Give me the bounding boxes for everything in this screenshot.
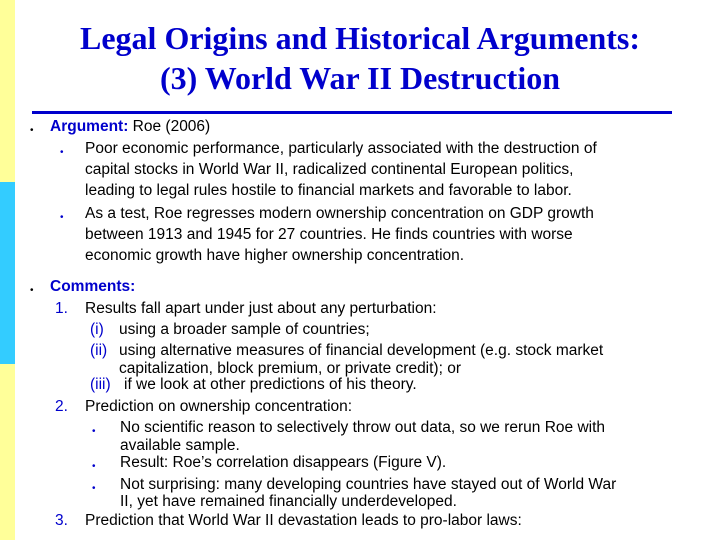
slide-title-line-1: Legal Origins and Historical Arguments:: [80, 20, 640, 56]
side-accent-bar-middle: [0, 182, 15, 364]
comment-3-text: Prediction that World War II devastation leads to pro-labor laws:: [85, 512, 522, 529]
comment-1-number: 1.: [55, 300, 68, 317]
argument-point-1-line-1: Poor economic performance, particularly associated with the destruction of: [85, 140, 597, 157]
comment-2-text: Prediction on ownership concentration:: [85, 398, 353, 415]
comment-3-number: 3.: [55, 512, 68, 529]
comment-2-sub-2-line-1: Result: Roe’s correlation disappears (Figure V).: [120, 454, 447, 471]
comment-1-sub-3-marker: (iii): [90, 376, 111, 393]
bullet-argument: •: [30, 125, 34, 136]
comment-2-sub-bullet-1: •: [92, 426, 96, 437]
comment-2-sub-bullet-2: •: [92, 461, 96, 472]
slide-title-line-2: (3) World War II Destruction: [159, 60, 560, 96]
argument-point-1-line-3: leading to legal rules hostile to financial markets and favorable to labor.: [85, 182, 572, 199]
comment-1-sub-2-line-1: using alternative measures of financial development (e.g. stock market: [119, 342, 604, 359]
argument-sub-bullet-1: •: [60, 147, 64, 158]
side-accent-bar-top: [0, 0, 15, 182]
comment-1-sub-2-marker: (ii): [90, 342, 108, 359]
comment-2-sub-1-line-1: No scientific reason to selectively throw out data, so we rerun Roe with: [120, 419, 606, 436]
comment-2-sub-3-line-1: Not surprising: many developing countries have stayed out of World War: [120, 476, 617, 493]
comment-1-text: Results fall apart under just about any perturbation:: [85, 300, 437, 317]
comment-1-sub-2-line-2: capitalization, block premium, or private credit); or: [119, 360, 461, 377]
argument-sub-bullet-2: •: [60, 212, 64, 223]
bullet-comments: •: [30, 285, 34, 296]
argument-point-2-line-2: between 1913 and 1945 for 27 countries. He finds countries with worse: [85, 226, 573, 243]
side-accent-bar-bottom: [0, 364, 15, 540]
argument-heading: Argument:: [50, 118, 129, 135]
comment-1-sub-1-line-1: using a broader sample of countries;: [119, 321, 370, 338]
comment-2-sub-3-line-2: II, yet have remained financially underdeveloped.: [120, 493, 457, 510]
comment-1-sub-3-line-1: if we look at other predictions of his theory.: [124, 376, 417, 393]
argument-point-1-line-2: capital stocks in World War II, radicalized continental European politics,: [85, 161, 574, 178]
comment-1-sub-1-marker: (i): [90, 321, 104, 338]
argument-point-2-line-3: economic growth have higher ownership concentration.: [85, 247, 465, 264]
argument-source: Roe (2006): [128, 118, 211, 135]
argument-point-2-line-1: As a test, Roe regresses modern ownership concentration on GDP growth: [85, 205, 594, 222]
comment-2-sub-bullet-3: •: [92, 483, 96, 494]
argument-heading-line: [50, 116, 210, 137]
comments-heading: Comments:: [50, 278, 136, 295]
slide-title: [30, 18, 690, 98]
comment-2-sub-1-line-2: available sample.: [120, 437, 240, 454]
title-underline: [32, 111, 672, 114]
comment-2-number: 2.: [55, 398, 68, 415]
